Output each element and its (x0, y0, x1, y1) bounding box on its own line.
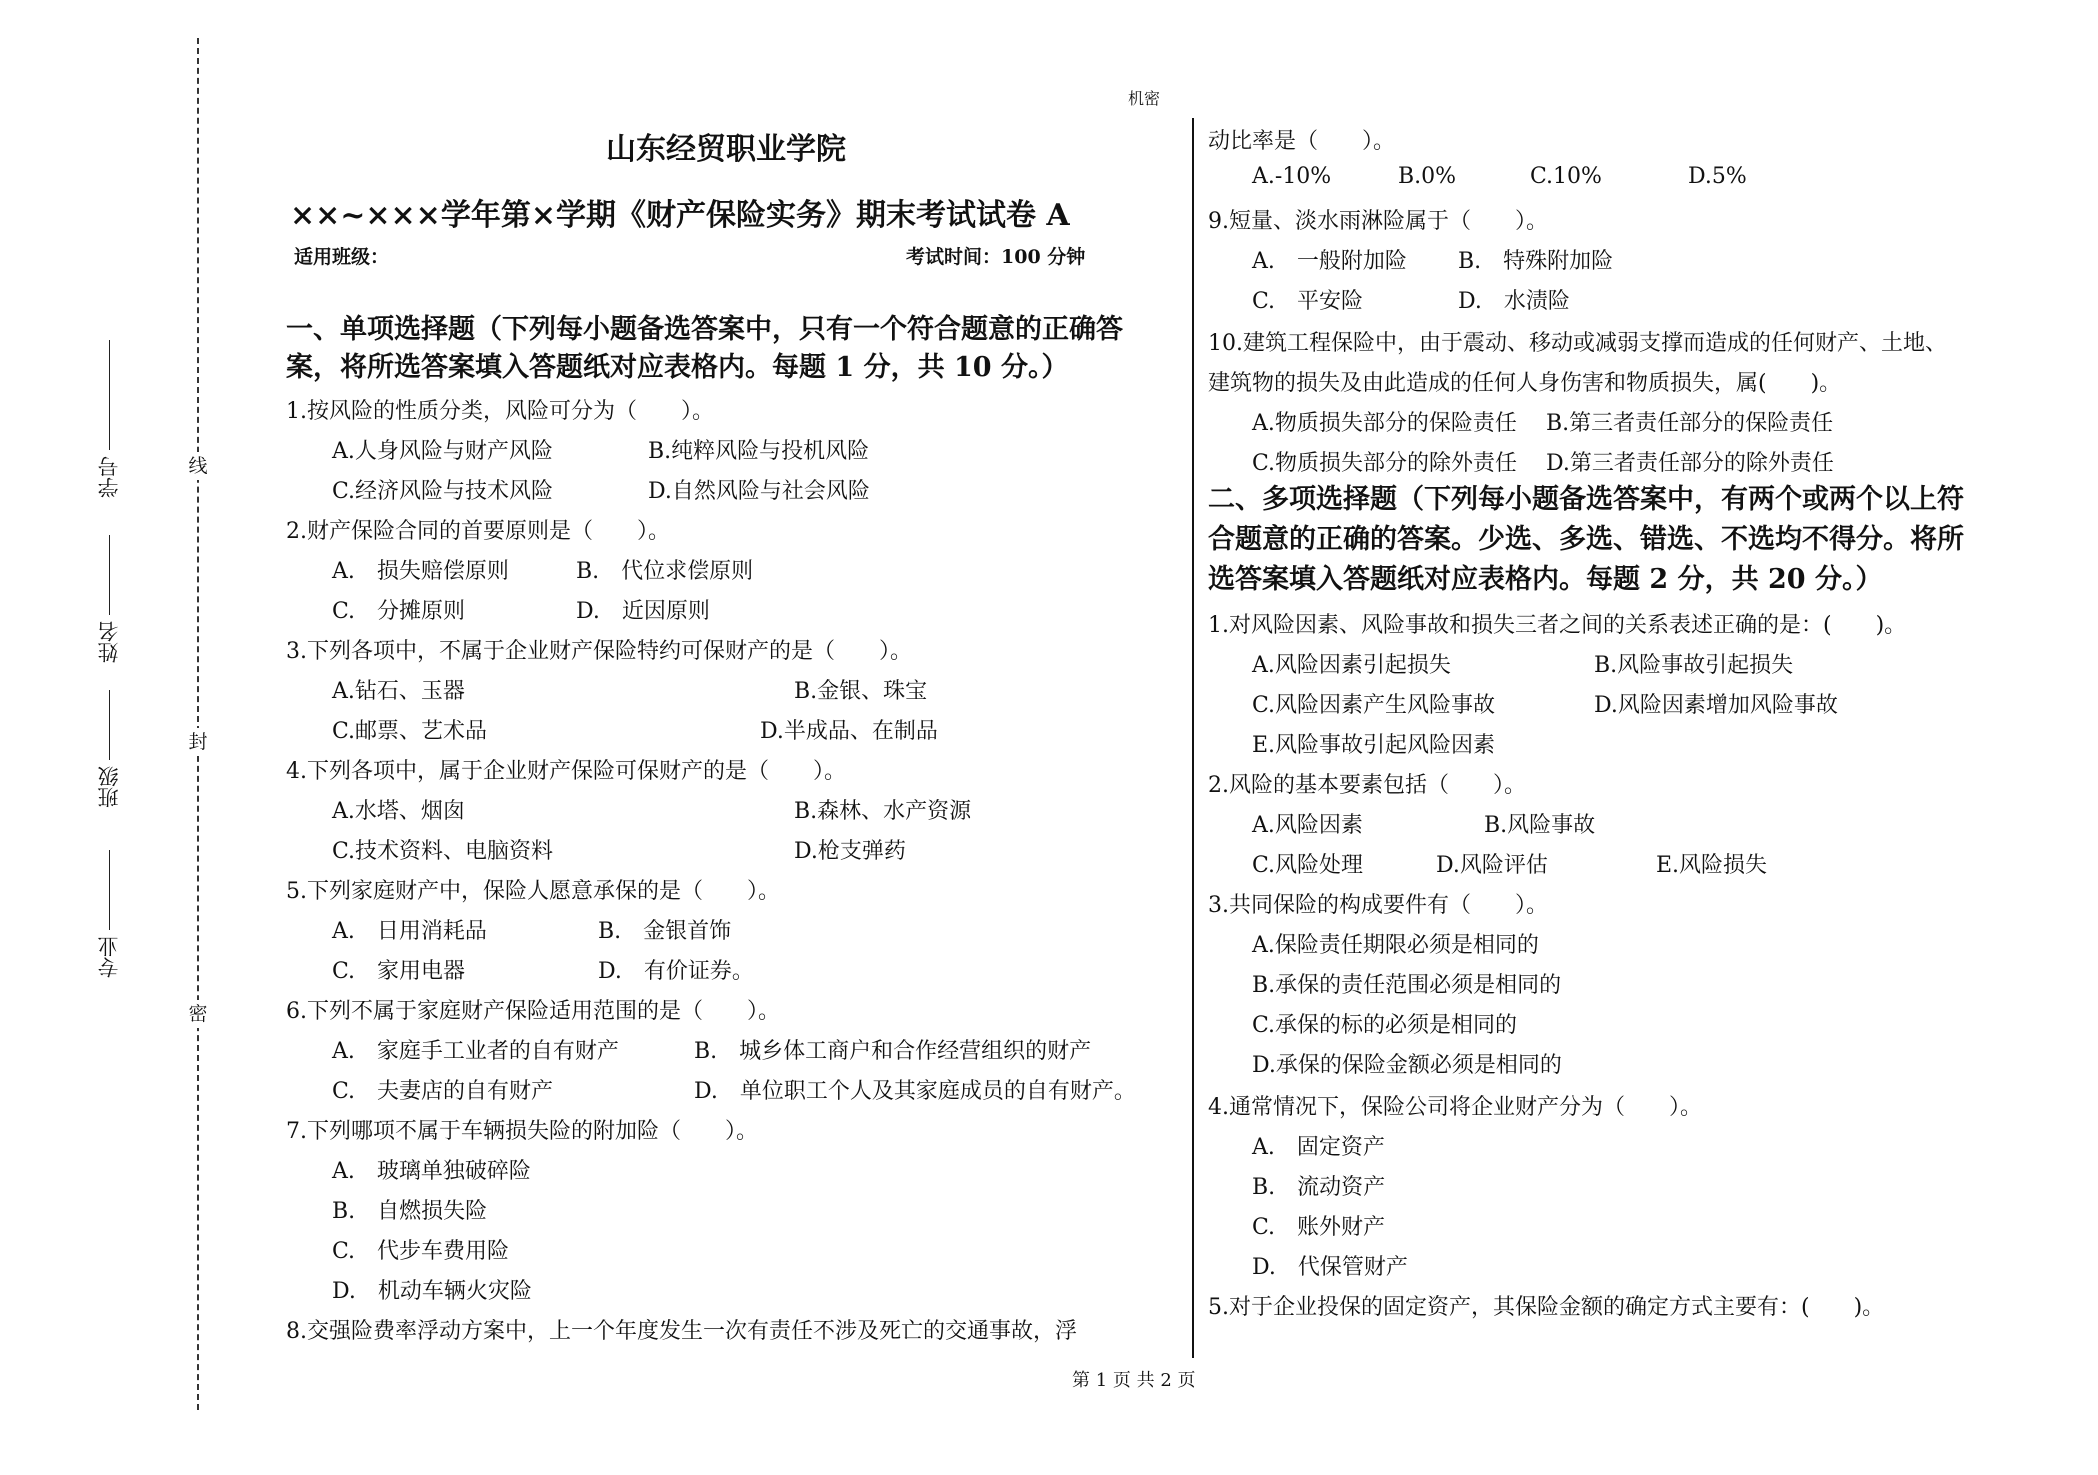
s1-q3-option-d[interactable]: D.半成品、在制品 (760, 719, 938, 744)
s1-q3-option-b[interactable]: B.金银、珠宝 (794, 679, 928, 704)
s1-q2-stem: 2.财产保险合同的首要原则是（ ）。 (286, 519, 670, 544)
s2-q1-option-a[interactable]: A.风险因素引起损失 (1252, 653, 1451, 678)
s1-q1-option-c[interactable]: C.经济风险与技术风险 (332, 479, 554, 504)
s1-q2-option-a[interactable]: A. 损失赔偿原则 (332, 559, 509, 584)
field-name-label: 姓名 (97, 621, 121, 663)
s1-q6-option-c[interactable]: C. 夫妻店的自有财产 (332, 1079, 554, 1104)
binding-dashed-line (197, 38, 199, 1410)
s1-q8-option-d[interactable]: D.5% (1688, 164, 1747, 189)
s2-q1-option-d[interactable]: D.风险因素增加风险事故 (1594, 693, 1838, 718)
s2-q2-option-c[interactable]: C.风险处理 (1252, 853, 1364, 878)
s1-q7-option-c[interactable]: C. 代步车费用险 (332, 1239, 510, 1264)
s1-q5-option-c[interactable]: C. 家用电器 (332, 959, 466, 984)
s2-q1-stem: 1.对风险因素、风险事故和损失三者之间的关系表述正确的是：( )。 (1208, 613, 1907, 638)
s2-q2-stem: 2.风险的基本要素包括（ ）。 (1208, 773, 1526, 798)
s1-q3-option-c[interactable]: C.邮票、艺术品 (332, 719, 488, 744)
s1-q4-option-c[interactable]: C.技术资料、电脑资料 (332, 839, 554, 864)
s1-q2-option-b[interactable]: B. 代位求偿原则 (576, 559, 754, 584)
s1-q6-option-d[interactable]: D. 单位职工个人及其家庭成员的自有财产。 (694, 1079, 1136, 1104)
s1-q6-option-b[interactable]: B. 城乡体工商户和合作经营组织的财产 (694, 1039, 1092, 1064)
section1-heading-line2: 案，将所选答案填入答题纸对应表格内。每题 1 分，共 10 分。） (286, 352, 1069, 383)
s1-q10-option-d[interactable]: D.第三者责任部分的除外责任 (1546, 451, 1834, 476)
s2-q1-option-c[interactable]: C.风险因素产生风险事故 (1252, 693, 1496, 718)
s2-q3-stem: 3.共同保险的构成要件有（ ）。 (1208, 893, 1548, 918)
s1-q10-option-a[interactable]: A.物质损失部分的保险责任 (1252, 411, 1517, 436)
s2-q2-option-e[interactable]: E.风险损失 (1656, 853, 1768, 878)
s1-q3-stem: 3.下列各项中，不属于企业财产保险特约可保财产的是（ ）。 (286, 639, 912, 664)
s1-q7-stem: 7.下列哪项不属于车辆损失险的附加险（ ）。 (286, 1119, 758, 1144)
s2-q5-stem: 5.对于企业投保的固定资产，其保险金额的确定方式主要有：( )。 (1208, 1295, 1885, 1320)
field-class-label: 班级 (97, 766, 121, 808)
s1-q10-stem-line2: 建筑物的损失及由此造成的任何人身伤害和物质损失，属( )。 (1208, 371, 1842, 396)
s1-q6-stem: 6.下列不属于家庭财产保险适用范围的是（ ）。 (286, 999, 780, 1024)
section2-heading-line1: 二、多项选择题（下列每小题备选答案中，有两个或两个以上符 (1208, 484, 1964, 515)
s1-q7-option-a[interactable]: A. 玻璃单独破碎险 (332, 1159, 531, 1184)
s1-q5-stem: 5.下列家庭财产中，保险人愿意承保的是（ ）。 (286, 879, 780, 904)
s1-q9-stem: 9.短量、淡水雨淋险属于（ ）。 (1208, 209, 1548, 234)
s1-q10-stem-line1: 10.建筑工程保险中，由于震动、移动或减弱支撑而造成的任何财产、土地、 (1208, 331, 1947, 356)
page-number: 第 1 页 共 2 页 (1072, 1370, 1196, 1391)
s1-q7-option-b[interactable]: B. 自燃损失险 (332, 1199, 488, 1224)
applicable-class-label: 适用班级： (294, 246, 390, 268)
s1-q1-option-b[interactable]: B.纯粹风险与投机风险 (648, 439, 870, 464)
section2-heading-line2: 合题意的正确的答案。少选、多选、错选、不选均不得分。将所 (1208, 524, 1964, 555)
s2-q3-option-b[interactable]: B.承保的责任范围必须是相同的 (1252, 973, 1562, 998)
field-major[interactable] (96, 850, 122, 984)
exam-time-label: 考试时间：100 分钟 (906, 246, 1086, 268)
s1-q4-stem: 4.下列各项中，属于企业财产保险可保财产的是（ ）。 (286, 759, 846, 784)
s2-q4-option-b[interactable]: B. 流动资产 (1252, 1175, 1386, 1200)
s1-q7-option-d[interactable]: D. 机动车辆火灾险 (332, 1279, 532, 1304)
s1-q10-option-b[interactable]: B.第三者责任部分的保险责任 (1546, 411, 1834, 436)
section2-heading-line3: 选答案填入答题纸对应表格内。每题 2 分，共 20 分。） (1208, 564, 1883, 595)
s2-q2-option-d[interactable]: D.风险评估 (1436, 853, 1548, 878)
s2-q4-option-d[interactable]: D. 代保管财产 (1252, 1255, 1408, 1280)
s1-q1-stem: 1.按风险的性质分类，风险可分为（ ）。 (286, 399, 714, 424)
s1-q8-option-a[interactable]: A.-10% (1252, 164, 1332, 189)
field-major-label: 专业 (97, 936, 121, 978)
s2-q4-stem: 4.通常情况下，保险公司将企业财产分为（ ）。 (1208, 1095, 1702, 1120)
section1-heading-line1: 一、单项选择题（下列每小题备选答案中，只有一个符合题意的正确答 (286, 314, 1123, 345)
field-class[interactable] (96, 690, 122, 814)
s1-q8-stem-line1: 8.交强险费率浮动方案中，上一个年度发生一次有责任不涉及死亡的交通事故，浮 (286, 1319, 1077, 1344)
confidential-mark: 机密 (1128, 89, 1161, 108)
s1-q4-option-d[interactable]: D.枪支弹药 (794, 839, 906, 864)
binding-char-xian: 线 (186, 452, 210, 480)
s1-q2-option-d[interactable]: D. 近因原则 (576, 599, 710, 624)
s1-q5-option-b[interactable]: B. 金银首饰 (598, 919, 732, 944)
s1-q9-option-d[interactable]: D. 水渍险 (1458, 289, 1570, 314)
column-divider (1192, 118, 1194, 1358)
s2-q2-option-a[interactable]: A.风险因素 (1252, 813, 1363, 838)
s1-q6-option-a[interactable]: A. 家庭手工业者的自有财产 (332, 1039, 619, 1064)
s1-q2-option-c[interactable]: C. 分摊原则 (332, 599, 466, 624)
binding-char-mi: 密 (186, 1000, 210, 1028)
s2-q1-option-e[interactable]: E.风险事故引起风险因素 (1252, 733, 1496, 758)
field-name[interactable] (96, 535, 122, 669)
s1-q10-option-c[interactable]: C.物质损失部分的除外责任 (1252, 451, 1518, 476)
s2-q2-option-b[interactable]: B.风险事故 (1484, 813, 1596, 838)
s1-q8-stem-line2: 动比率是（ ）。 (1208, 129, 1396, 154)
s1-q8-option-b[interactable]: B.0% (1398, 164, 1457, 189)
exam-title: ××~×××学年第×学期《财产保险实务》期末考试试卷 A (290, 198, 1070, 233)
s1-q9-option-c[interactable]: C. 平安险 (1252, 289, 1364, 314)
s1-q3-option-a[interactable]: A.钻石、玉器 (332, 679, 465, 704)
s1-q5-option-d[interactable]: D. 有价证券。 (598, 959, 754, 984)
s2-q4-option-c[interactable]: C. 账外财产 (1252, 1215, 1386, 1240)
s1-q1-option-d[interactable]: D.自然风险与社会风险 (648, 479, 870, 504)
s1-q5-option-a[interactable]: A. 日用消耗品 (332, 919, 487, 944)
s2-q3-option-a[interactable]: A.保险责任期限必须是相同的 (1252, 933, 1539, 958)
s1-q4-option-a[interactable]: A.水塔、烟囱 (332, 799, 465, 824)
s1-q4-option-b[interactable]: B.森林、水产资源 (794, 799, 972, 824)
s1-q8-option-c[interactable]: C.10% (1530, 164, 1602, 189)
school-name: 山东经贸职业学院 (606, 132, 846, 167)
field-student-id[interactable] (96, 340, 122, 504)
s1-q1-option-a[interactable]: A.人身风险与财产风险 (332, 439, 553, 464)
s2-q3-option-c[interactable]: C.承保的标的必须是相同的 (1252, 1013, 1518, 1038)
field-student-id-label: 学号 (97, 456, 121, 498)
s1-q9-option-b[interactable]: B. 特殊附加险 (1458, 249, 1614, 274)
s2-q3-option-d[interactable]: D.承保的保险金额必须是相同的 (1252, 1053, 1562, 1078)
s2-q1-option-b[interactable]: B.风险事故引起损失 (1594, 653, 1794, 678)
s1-q9-option-a[interactable]: A. 一般附加险 (1252, 249, 1407, 274)
s2-q4-option-a[interactable]: A. 固定资产 (1252, 1135, 1385, 1160)
binding-char-feng: 封 (186, 728, 210, 756)
